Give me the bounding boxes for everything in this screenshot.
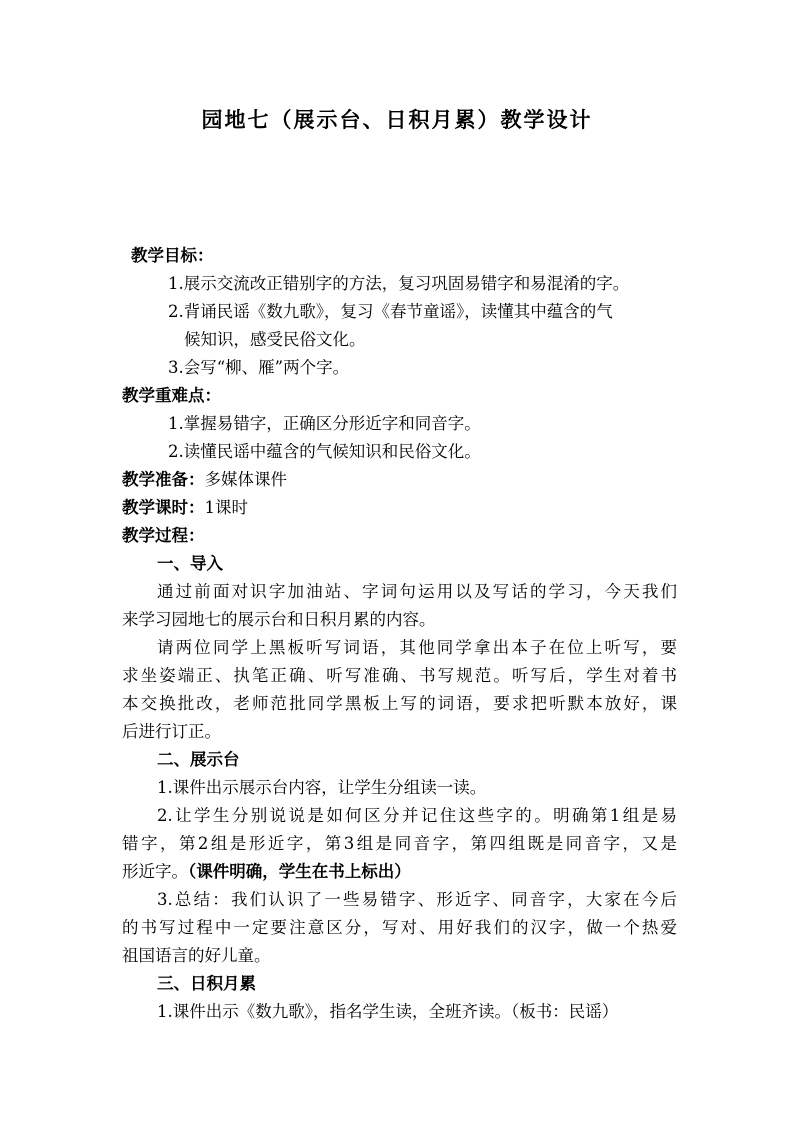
section-2-heading: 二、展示台 [157, 750, 240, 769]
hours-value: 1课时 [204, 498, 248, 517]
goal-item-2: 2.背诵民谣《数九歌》，复习《春节童谣》，读懂其中蕴含的气 [168, 302, 613, 321]
prep-row [122, 466, 287, 494]
section-2-line-mixed [122, 858, 411, 886]
section-2-line: 1.课件出示展示台内容，让学生分组读一读。 [157, 778, 487, 797]
prep-value: 多媒体课件 [204, 470, 287, 489]
section-1-line: 通过前面对识字加油站、字词句运用以及写话的学习，今天我们 [157, 582, 677, 601]
section-2-line: 2.让学生分别说说是如何区分并记住这些字的。明确第1组是易 [157, 806, 677, 825]
section-1-heading: 一、导入 [157, 554, 223, 573]
section-1-line: 求坐姿端正、执笔正确、听写准确、书写规范。听写后，学生对着书 [122, 666, 677, 685]
keypoint-item-2: 2.读懂民谣中蕴含的气候知识和民俗文化。 [168, 442, 481, 461]
section-2-line: 的书写过程中一定要注意区分，写对、用好我们的汉字，做一个热爱 [122, 918, 677, 937]
section-3-line: 1.课件出示《数九歌》，指名学生读，全班齐读。（板书：民谣） [157, 1002, 619, 1021]
keypoint-item-1: 1.掌握易错字，正确区分形近字和同音字。 [168, 414, 481, 433]
keypoints-heading: 教学重难点： [122, 386, 221, 405]
section-1-line: 来学习园地七的展示台和日积月累的内容。 [122, 610, 436, 629]
process-heading: 教学过程： [122, 526, 205, 545]
prep-label: 教学准备： [122, 470, 205, 489]
section-1-line: 后进行订正。 [122, 722, 221, 741]
section-2-line: 祖国语言的好儿童。 [122, 946, 271, 965]
section-2-note: （课件明确，学生在书上标出） [188, 862, 411, 881]
section-2-line: 形近字。 [122, 862, 188, 881]
section-2-line: 3.总结：我们认识了一些易错字、形近字、同音字，大家在今后 [157, 890, 677, 909]
goal-item-2-cont: 候知识，感受民俗文化。 [184, 330, 366, 349]
section-2-line: 错字，第2组是形近字，第3组是同音字，第四组既是同音字，又是 [122, 834, 677, 853]
section-1-line: 请两位同学上黑板听写词语，其他同学拿出本子在位上听写，要 [157, 638, 677, 657]
section-3-heading: 三、日积月累 [157, 974, 256, 993]
goal-item-1: 1.展示交流改正错别字的方法，复习巩固易错字和易混淆的字。 [168, 274, 630, 293]
hours-row [122, 494, 248, 522]
goals-heading: 教学目标： [131, 246, 214, 265]
page-title: 园地七（展示台、日积月累）教学设计 [201, 108, 593, 132]
hours-label: 教学课时： [122, 498, 205, 517]
goal-item-3: 3.会写“柳、雁”两个字。 [168, 358, 350, 377]
section-1-line: 本交换批改，老师范批同学黑板上写的词语，要求把听默本放好，课 [122, 694, 677, 713]
